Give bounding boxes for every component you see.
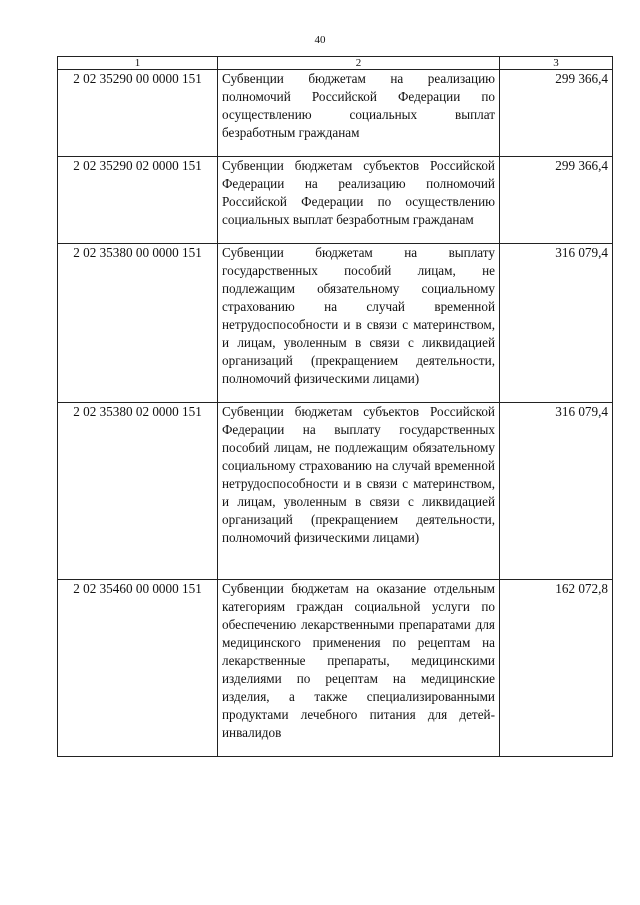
budget-code: 2 02 35290 00 0000 151 [58,70,218,157]
column-header-3: 3 [500,57,613,70]
budget-code: 2 02 35380 00 0000 151 [58,244,218,403]
revenue-description: Субвенции бюджетам субъектов Российской Федерации на выплату государственных пособий лицам, не подлежащим обязательному социальному страхованию на случай временной нетрудоспособности и в связи с материнством, и лицам, уволенным в связи с ликвидацией организаций (прекращением деятельности, полномочий физическими лицами) [218,403,500,580]
revenue-description: Субвенции бюджетам субъектов Российской Федерации на реализацию полномочий Российской Федерации по осуществлению социальных выплат безработным гражданам [218,157,500,244]
amount-value: 316 079,4 [500,403,613,580]
revenue-description: Субвенции бюджетам на выплату государственных пособий лицам, не подлежащим обязательному социальному страхованию на случай временной нетрудоспособности и в связи с материнством, и лицам, уволенным в связи с ликвидацией организаций (прекращением деятельности, полномочий физическими лицами) [218,244,500,403]
table-row [58,403,613,580]
column-header-2: 2 [218,57,500,70]
table-header-row [58,57,613,70]
amount-value: 299 366,4 [500,70,613,157]
budget-code: 2 02 35380 02 0000 151 [58,403,218,580]
table-row [58,580,613,757]
amount-value: 299 366,4 [500,157,613,244]
budget-code: 2 02 35290 02 0000 151 [58,157,218,244]
revenue-description: Субвенции бюджетам на реализацию полномочий Российской Федерации по осуществлению социальных выплат безработным гражданам [218,70,500,157]
budget-code: 2 02 35460 00 0000 151 [58,580,218,757]
table-row [58,70,613,157]
amount-value: 316 079,4 [500,244,613,403]
page-number: 40 [314,34,326,46]
table-row [58,244,613,403]
table-row [58,157,613,244]
amount-value: 162 072,8 [500,580,613,757]
column-header-1: 1 [58,57,218,70]
revenue-description: Субвенции бюджетам на оказание отдельным категориям граждан социальной услуги по обеспечению лекарственными препаратами для медицинского применения по рецептам на лекарственные препараты, медицинскими изделиями по рецептам на медицинские изделия, а также специализированными продуктами лечебного питания для детей-инвалидов [218,580,500,757]
budget-revenue-table [57,56,613,757]
